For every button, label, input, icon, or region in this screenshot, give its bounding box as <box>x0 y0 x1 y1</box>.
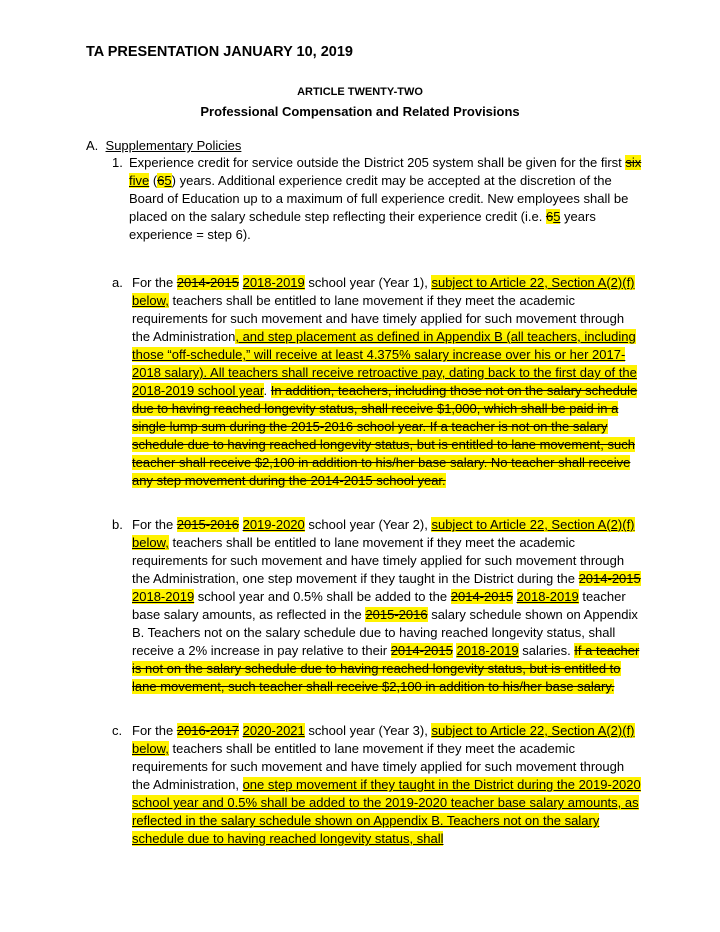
inserted-text: 2020-2021 <box>242 723 305 738</box>
inserted-text: five <box>129 173 150 188</box>
section-title: Supplementary Policies <box>105 138 242 153</box>
deleted-text: 2015-2016 <box>176 517 239 532</box>
inserted-text: subject to Article 22, Section A(2)(f) below, <box>132 517 635 550</box>
inserted-text: , and step placement as defined in Appendix B (all teachers, including those “off-schedule,” will receive at least 4.375% salary increase over his or her 2017-2018 salary). All teachers shall receive retroactive pay, dating back to the first day of the 2018-2019 school year <box>132 329 637 398</box>
inserted-text: 2018-2019 <box>456 643 519 658</box>
text-run: years experience = step 6). <box>129 209 596 242</box>
inserted-text: 2018-2019 <box>242 275 305 290</box>
item-body <box>132 274 642 490</box>
deleted-text: 2014-2015 <box>176 275 239 290</box>
text-run: ( <box>149 173 158 188</box>
text-run: For the <box>132 517 177 532</box>
deleted-text: 6 <box>545 209 554 224</box>
deleted-text: 2014-2015 <box>450 589 513 604</box>
deleted-text: 2015-2016 <box>365 607 428 622</box>
text-run: Experience credit for service outside the District 205 system shall be given for the first <box>129 155 626 170</box>
deleted-text: 6 <box>157 173 165 188</box>
deleted-text: 2016-2017 <box>176 723 239 738</box>
inserted-text: subject to Article 22, Section A(2)(f) below, <box>132 275 635 308</box>
inserted-text: 2018-2019 <box>516 589 579 604</box>
text-run: teachers shall be entitled to lane movement if they meet the academic requirements for such movement and have timely applied for such movement through the Administration, <box>132 741 625 792</box>
text-run: school year (Year 1), <box>304 275 432 290</box>
page-title: TA PRESENTATION JANUARY 10, 2019 <box>86 44 353 60</box>
item-label: a. <box>112 275 123 290</box>
section-label: A. <box>86 138 99 153</box>
item-body <box>132 722 642 848</box>
item-label: c. <box>112 723 123 738</box>
inserted-text: one step movement if they taught in the District during the 2019-2020 school year and 0.5% shall be added to the 2019-2020 teacher base salary amounts, as reflected in the salary schedule shown on Appendix B. Teachers not on the salary schedule due to having reached longevity status, shall <box>132 777 641 846</box>
text-run <box>513 589 517 604</box>
deleted-text: 2014-2015 <box>578 571 641 586</box>
section-heading <box>86 138 241 153</box>
deleted-text: In addition, teachers, including those not on the salary schedule due to having reached longevity status, shall receive $1,000, which shall be paid in a single lump sum during the 2015-2016 school year. If a teacher is not on the salary schedule due to having reached longevity status, but is entitled to lane movement, such teacher shall receive $2,100 in addition to his/her base salary. No teacher shall receive any step movement during the 2014-2015 school year. <box>132 383 638 488</box>
paragraph-body <box>129 154 642 244</box>
deleted-text: six <box>625 155 642 170</box>
text-run: school year (Year 2), <box>304 517 432 532</box>
paragraph-1 <box>112 154 642 244</box>
deleted-text: If a teacher is not on the salary schedule due to having reached longevity status, but is entitled to lane movement, such teacher shall receive $2,100 in addition to his/her base salary. <box>132 643 640 694</box>
inserted-text: 5 <box>164 173 172 188</box>
deleted-text: 2014-2015 <box>390 643 453 658</box>
text-run: teachers shall be entitled to lane movement if they meet the academic requirements for such movement and have timely applied for such movement through the Administration, one step movement if they taught in the District during the <box>132 535 625 586</box>
text-run: . <box>263 383 271 398</box>
text-run: teachers shall be entitled to lane movement if they meet the academic requirements for such movement and have timely applied for such movement through the Administration <box>132 293 625 344</box>
text-run: For the <box>132 275 177 290</box>
article-subtitle: Professional Compensation and Related Provisions <box>200 104 520 119</box>
inserted-text: 2019-2020 <box>242 517 305 532</box>
list-item-b <box>112 516 642 696</box>
text-run: salary schedule shown on Appendix B. Teachers not on the salary schedule due to having reached longevity status, shall receive a 2% increase in pay relative to their <box>132 607 638 658</box>
list-item-c <box>112 722 642 848</box>
inserted-text: 5 <box>553 209 561 224</box>
text-run: salaries. <box>518 643 575 658</box>
text-run: school year and 0.5% shall be added to the <box>194 589 451 604</box>
paragraph-number: 1. <box>112 155 123 170</box>
inserted-text: subject to Article 22, Section A(2)(f) below, <box>132 723 635 756</box>
text-run: teacher base salary amounts, as reflected in the <box>132 589 626 622</box>
text-run: For the <box>132 723 177 738</box>
inserted-text: 2018-2019 <box>132 589 195 604</box>
text-run: school year (Year 3), <box>304 723 432 738</box>
article-heading: ARTICLE TWENTY-TWO <box>297 86 423 98</box>
item-label: b. <box>112 517 123 532</box>
item-body <box>132 516 642 696</box>
list-item-a <box>112 274 642 490</box>
text-run: ) years. Additional experience credit may be accepted at the discretion of the Board of Education up to a maximum of full experience credit. New employees shall be placed on the salary schedule step reflecting their experience credit (i.e. <box>129 173 629 224</box>
